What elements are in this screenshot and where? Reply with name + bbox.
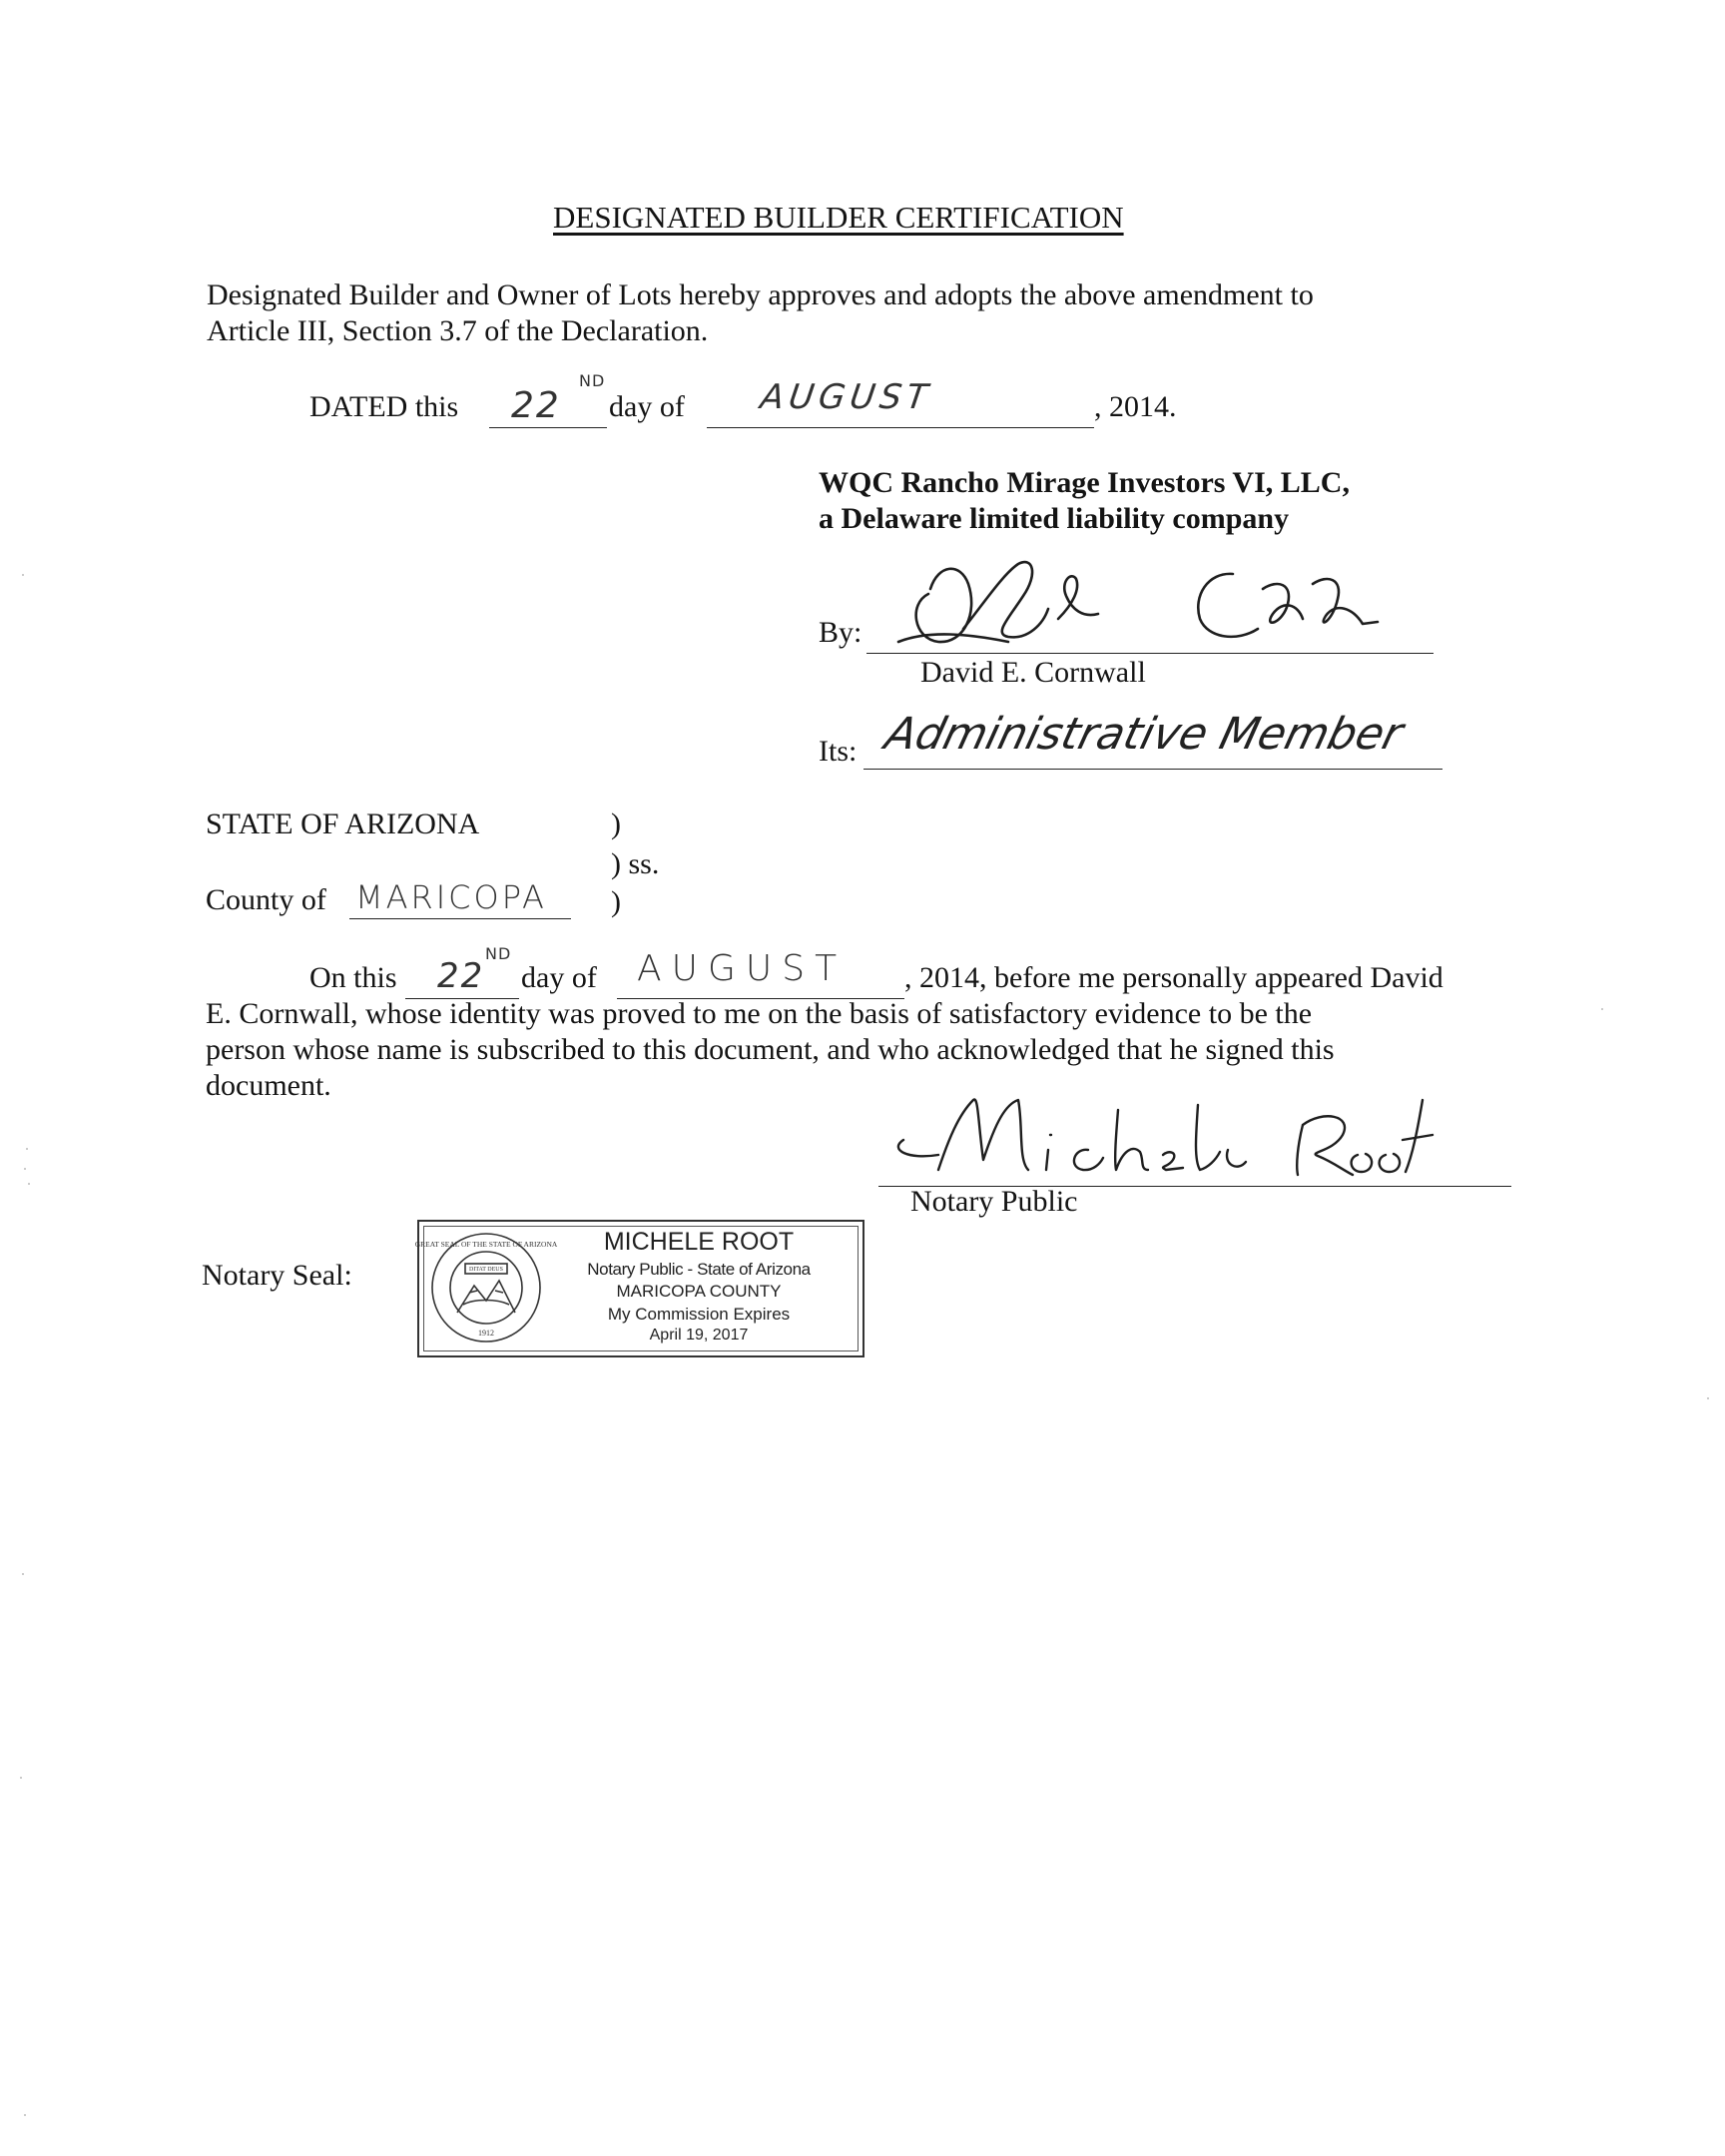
ack-day-suffix-handwritten: ND — [485, 944, 512, 963]
dated-month-handwritten: AUGUST — [758, 377, 935, 417]
venue-county-handwritten: MARICOPA — [355, 878, 547, 916]
seal-line-1: Notary Public - State of Arizona — [587, 1260, 811, 1279]
scan-speck — [24, 2114, 26, 2116]
dated-day-suffix-handwritten: ND — [579, 371, 606, 390]
venue-county-label: County of — [206, 883, 326, 916]
cornwall-signature — [868, 534, 1428, 654]
seal-line-2: MARICOPA COUNTY — [616, 1282, 782, 1301]
venue-ss: ) ss. — [611, 847, 660, 880]
seal-emblem-top: GREAT SEAL OF THE STATE OF ARIZONA — [414, 1240, 558, 1249]
scan-speck — [22, 1573, 24, 1575]
its-handwritten: Administrative Member — [879, 709, 1409, 760]
ack-line-3: person whose name is subscribed to this document, and who acknowledged that he signed this — [206, 1033, 1335, 1066]
venue-paren-top: ) — [611, 808, 621, 840]
ack-month-handwritten: AUGUST — [637, 948, 848, 989]
ack-line-4: document. — [206, 1069, 331, 1102]
ack-prefix: On this — [309, 961, 397, 994]
intro-line-1: Designated Builder and Owner of Lots hereby approves and adopts the above amendment to — [207, 278, 1314, 311]
scan-speck — [26, 1148, 28, 1150]
seal-emblem-year: 1912 — [478, 1329, 494, 1338]
dated-year: , 2014. — [1094, 390, 1177, 423]
document-title: DESIGNATED BUILDER CERTIFICATION — [553, 200, 1124, 235]
scan-speck — [1707, 1397, 1709, 1399]
signer-name: David E. Cornwall — [920, 656, 1146, 689]
scan-speck — [28, 1183, 30, 1185]
ack-line-2: E. Cornwall, whose identity was proved to me on the basis of satisfactory evidence to be the — [206, 997, 1313, 1030]
notary-signature-line — [878, 1150, 1511, 1187]
intro-line-2: Article III, Section 3.7 of the Declaration. — [207, 314, 709, 347]
seal-emblem-motto: DITAT DEUS — [469, 1267, 503, 1273]
scan-speck — [24, 1168, 26, 1170]
venue-paren-bottom: ) — [611, 885, 621, 918]
scan-speck — [20, 1777, 22, 1779]
seal-label: Notary Seal: — [202, 1259, 352, 1292]
company-name: WQC Rancho Mirage Investors VI, LLC, — [819, 466, 1350, 499]
dated-prefix: DATED this — [309, 390, 459, 423]
by-label: By: — [819, 616, 862, 649]
dated-mid: day of — [609, 390, 685, 423]
ack-line-1-rest: , 2014, before me personally appeared David — [904, 961, 1443, 994]
company-description: a Delaware limited liability company — [819, 502, 1290, 535]
arizona-state-seal-icon — [414, 1231, 558, 1345]
notary-stamp — [414, 1220, 864, 1357]
notary-label: Notary Public — [910, 1185, 1078, 1218]
seal-name: MICHELE ROOT — [603, 1228, 795, 1256]
venue-state: STATE OF ARIZONA — [206, 808, 480, 840]
dated-day-handwritten: 22 — [511, 385, 561, 426]
seal-line-4: April 19, 2017 — [649, 1327, 749, 1344]
its-label: Its: — [819, 735, 858, 768]
scan-speck — [22, 574, 24, 576]
ack-day-handwritten: 22 — [437, 956, 485, 996]
scan-speck — [1601, 1008, 1603, 1010]
seal-line-3: My Commission Expires — [607, 1305, 791, 1324]
ack-mid: day of — [521, 961, 597, 994]
